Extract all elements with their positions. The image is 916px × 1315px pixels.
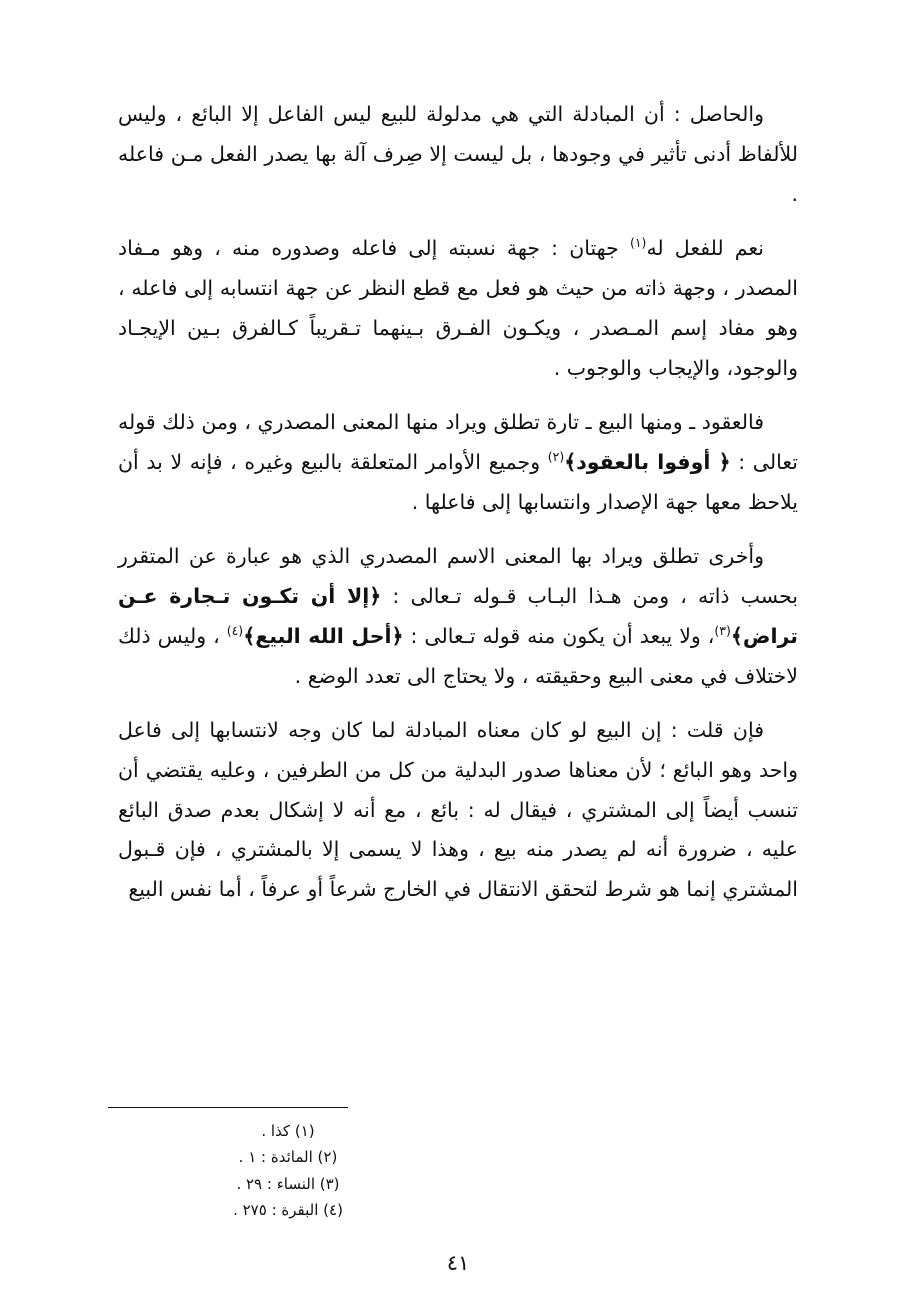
paragraph-4-part3: ، وليس ذلك لاختلاف في معنى البيع وحقيقته ، ولا يحتاج الى تعدد الوضع . (118, 623, 798, 688)
paragraph-5: فإن قلت : إن البيع لو كان معناه المبادلة لما كان وجه لانتسابها إلى فاعل واحد وهو البائع ؛ لأن معناها صدور البدلية من كل من الطرفين ، وعليه يقتضي أن تنسب أيضاً إلى المشتري ، فيقال له : بائع ، مع أنه لا إشكال بعدم صدق البائع عليه ، ضرورة أنه لم يصدر منه بيع ، وهذا لا يسمى إلا بالمشتري ، فإن قـبول المشتري إنما هو شرط لتحقق الانتقال في الخارج شرعاً أو عرفاً ، أما نفس البيع (118, 717, 798, 902)
paragraph-2-lead: نعم للفعل له (646, 235, 764, 260)
quran-quote-3: ﴿أحل الله البيع﴾ (243, 623, 404, 648)
footnote-section (118, 1107, 798, 1223)
paragraph-4-part2: ، ولا يبعد أن يكون منه قوله تـعالى : (403, 623, 715, 648)
paragraph-2-rest: جهتان : جهة نسبته إلى فاعله وصدوره منه ، وهو مـفاد المصدر ، وجهة ذاته من حيث هو فعل مع قطع النظر عن جهة انتسابه إلى فاعله ، وهو مفاد إسم المـصدر ، ويكـون الفـرق بـينهما تـقريباً كـالفرق بـين الإيجـاد والوجود، والإيجاب والوجوب . (118, 235, 798, 380)
paragraph-4 (118, 537, 798, 697)
footnote-item: (١) كذا . (261, 1122, 315, 1140)
paragraph-3-part1: فالعقود ـ ومنها البيع ـ تارة تطلق ويراد منها المعنى المصدري ، ومن ذلك قوله تعالى : (118, 409, 798, 474)
footnote-item: (٢) المائدة : ١ . (238, 1148, 338, 1167)
paragraph-3 (118, 403, 798, 523)
paragraph-1: والحاصل : أن المبادلة التي هي مدلولة للبيع ليس الفاعل إلا البائع ، وليس للألفاظ أدنى تأثير في وجودها ، بل ليست إلا صِرف آلة بها يصدر الفعل مـن فاعله . (118, 102, 798, 206)
footnote-list (118, 1118, 798, 1223)
paragraph-2 (118, 229, 798, 389)
quran-quote-2: ﴿إلا أن تكـون تـجارة عـن تراض﴾ (118, 583, 798, 648)
footnote-marker-2[interactable]: (٢) (547, 448, 565, 464)
footnote-marker-4[interactable]: (٤) (226, 622, 244, 638)
paragraph-3-part2: وجميع الأوامر المتعلقة بالبيع وغيره ، فإنه لا بد أن يلاحظ معها جهة الإصدار وانتسابها إلى فاعلها . (118, 449, 798, 514)
page-body (118, 95, 798, 910)
footnote-item: (٣) النساء : ٢٩ . (236, 1174, 340, 1193)
footnote-item: (٤) البقرة : ٢٧٥ . (233, 1200, 343, 1219)
quran-quote-1: ﴿ أوفوا بالعقود﴾ (564, 449, 731, 474)
page-number: ٤١ (446, 1251, 470, 1275)
footnote-divider (108, 1107, 348, 1108)
footnote-marker-1[interactable]: (١) (629, 235, 647, 251)
footnote-marker-3[interactable]: (٣) (714, 622, 731, 638)
paragraph-4-part1: وأخرى تطلق ويراد بها المعنى الاسم المصدري الذي هو عبارة عن المتقرر بحسب ذاته ، ومن هـذا البـاب قـوله تـعالى : (118, 543, 799, 608)
